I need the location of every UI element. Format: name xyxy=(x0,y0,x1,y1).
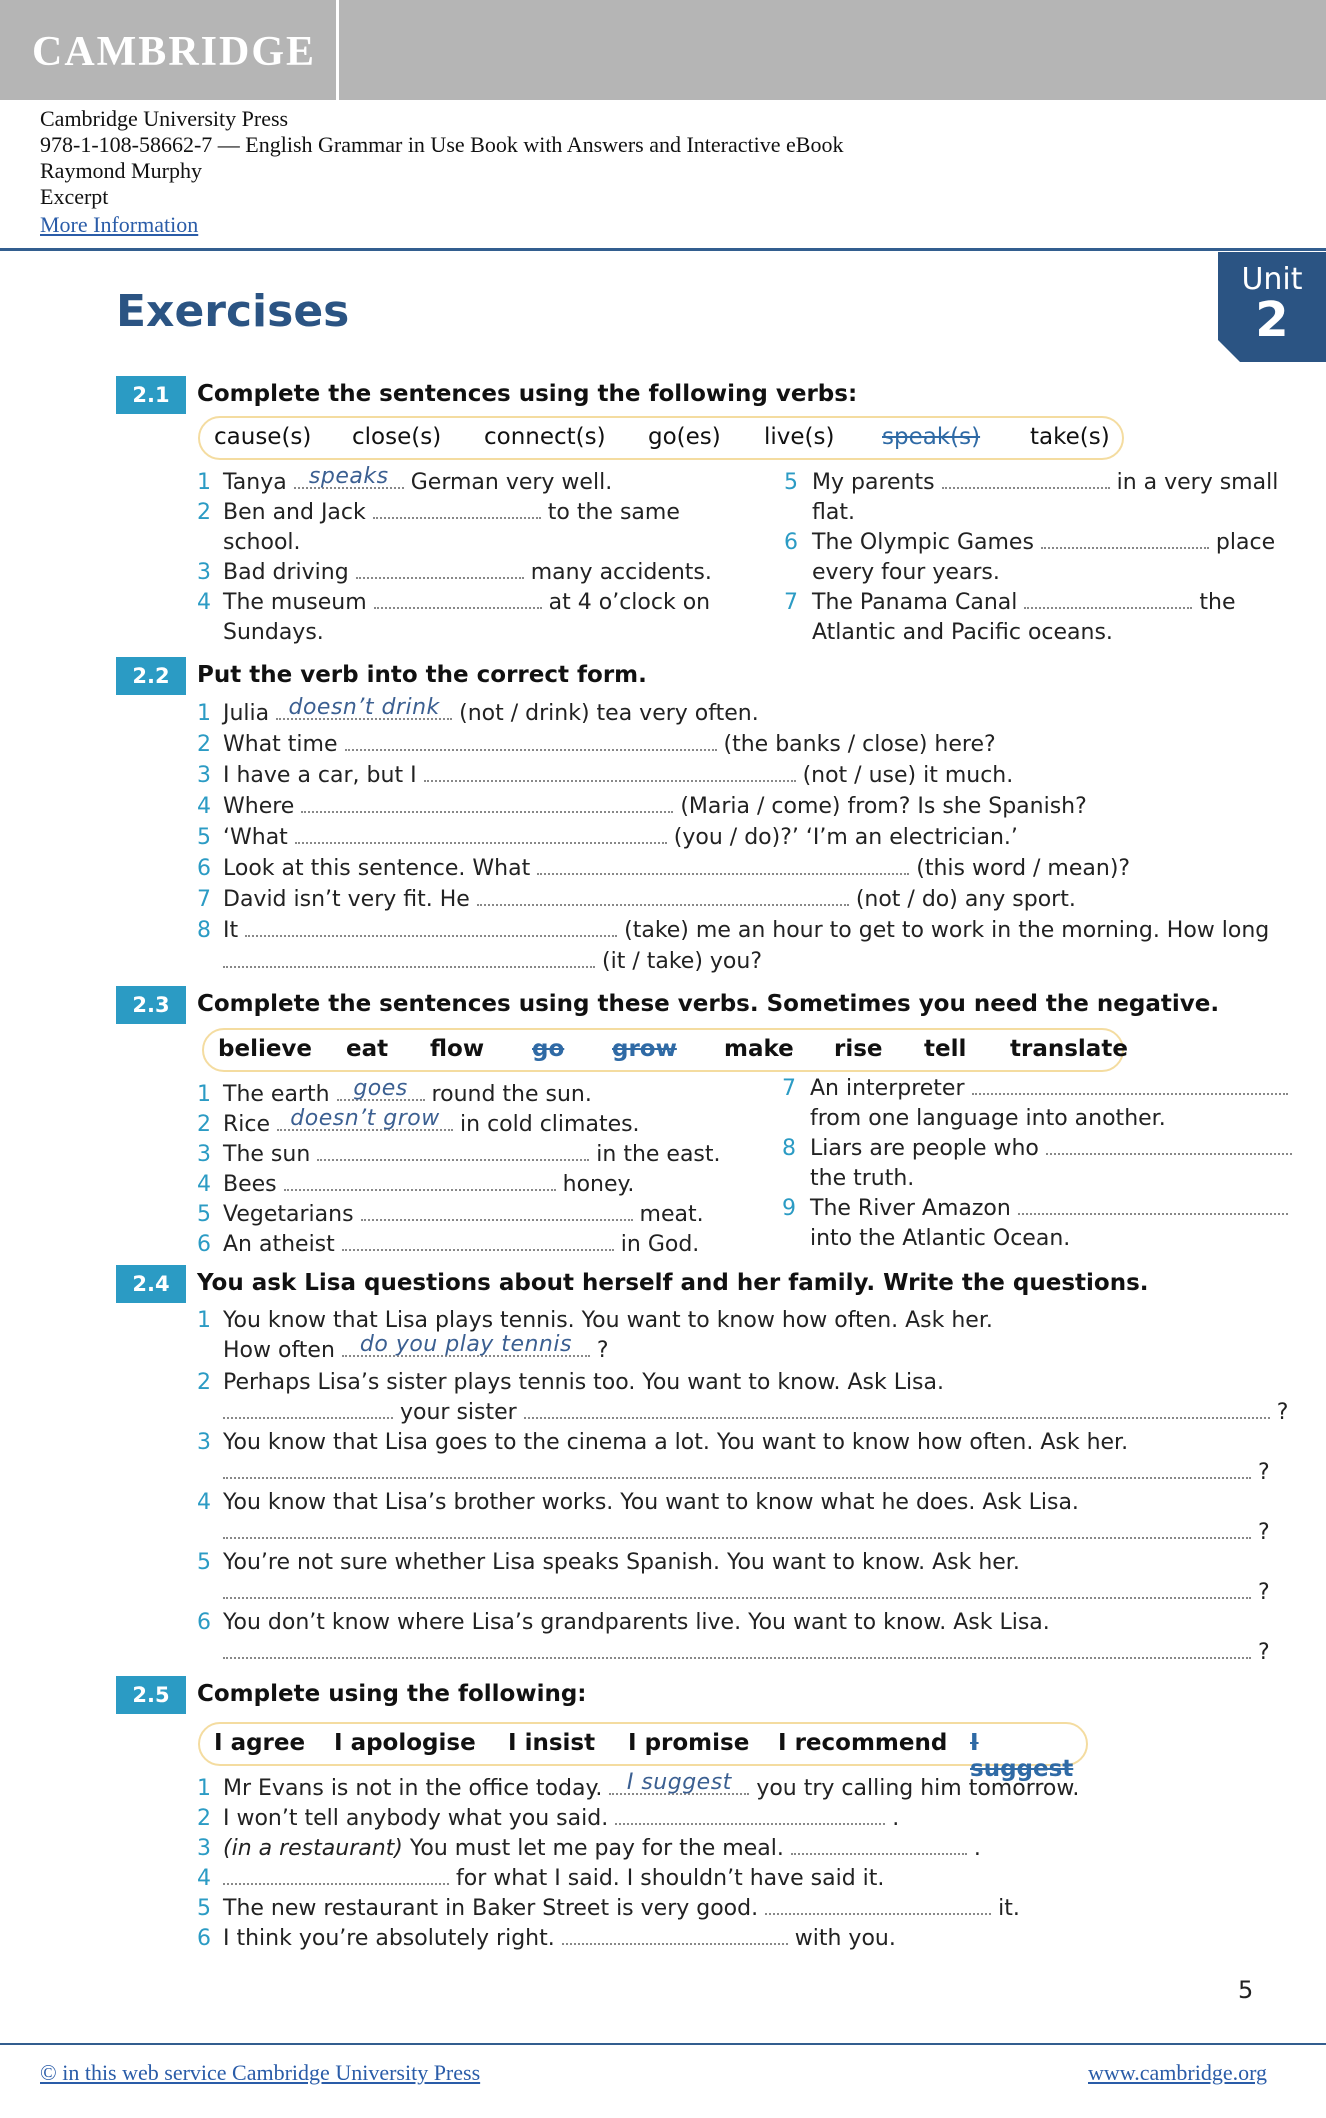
exercise-line: Atlantic and Pacific oceans. xyxy=(812,620,1113,645)
answer-blank[interactable] xyxy=(562,1929,788,1945)
exercise-line xyxy=(223,887,1076,912)
exercise-line xyxy=(223,1896,1020,1921)
answer-blank[interactable] xyxy=(295,828,667,844)
exercise-instruction-2-2: Put the verb into the correct form. xyxy=(197,662,647,688)
answer-blank[interactable] xyxy=(223,952,595,968)
line-text: ? xyxy=(1258,1640,1270,1665)
phrase: I apologise xyxy=(334,1730,476,1756)
line-text: The River Amazon xyxy=(810,1196,1011,1221)
exercise-line xyxy=(223,1172,634,1197)
answer-blank[interactable] xyxy=(245,921,617,937)
item-number: 5 xyxy=(197,825,211,850)
item-number: 1 xyxy=(197,1776,211,1801)
line-text: ? xyxy=(596,1338,609,1363)
exercise-number-2-3: 2.3 xyxy=(116,986,186,1024)
line-text: Tanya xyxy=(223,470,287,495)
line-text: Ben and Jack xyxy=(223,500,366,525)
item-number: 2 xyxy=(197,500,211,525)
word: rise xyxy=(834,1036,883,1062)
answer-blank[interactable] xyxy=(1046,1139,1292,1155)
word-used: go xyxy=(532,1036,565,1062)
exercise-line: You know that Lisa plays tennis. You want to know how often. Ask her. xyxy=(223,1308,993,1333)
word-box-2-3 xyxy=(202,1028,1128,1072)
line-text: ? xyxy=(1258,1460,1270,1485)
line-text: your sister xyxy=(400,1400,517,1425)
item-number: 3 xyxy=(197,1836,211,1861)
answer-blank[interactable] xyxy=(223,1523,1251,1539)
exercise-line xyxy=(223,732,996,757)
item-number: 9 xyxy=(782,1196,796,1221)
answer-blank[interactable] xyxy=(1018,1199,1288,1215)
exercise-line: into the Atlantic Ocean. xyxy=(810,1226,1071,1251)
line-text: it. xyxy=(998,1896,1020,1921)
phrase: I insist xyxy=(508,1730,596,1756)
exercise-instruction-2-5: Complete using the following: xyxy=(197,1681,587,1707)
item-number: 4 xyxy=(197,1866,211,1891)
answer-blank[interactable] xyxy=(1024,593,1192,609)
item-number: 4 xyxy=(197,590,211,615)
line-text: The Olympic Games xyxy=(812,530,1034,555)
answer-blank[interactable] xyxy=(609,1770,749,1795)
item-number: 1 xyxy=(197,1308,211,1333)
page-number: 5 xyxy=(1238,1976,1254,2004)
word: translate xyxy=(1010,1036,1128,1062)
exercise-line xyxy=(810,1136,1292,1161)
line-text: meat. xyxy=(639,1202,704,1227)
line-text: in a very small xyxy=(1116,470,1279,495)
answer-blank[interactable] xyxy=(223,1403,393,1419)
exercise-line: from one language into another. xyxy=(810,1106,1166,1131)
answer-blank[interactable] xyxy=(373,503,541,519)
item-number: 6 xyxy=(197,1232,211,1257)
exercise-instruction-2-1: Complete the sentences using the following verbs: xyxy=(197,381,858,407)
more-information-link[interactable]: More Information xyxy=(40,212,199,237)
item-number: 2 xyxy=(197,1370,211,1395)
unit-label: Unit xyxy=(1241,262,1303,297)
copyright-link[interactable]: © in this web service Cambridge University Press xyxy=(40,2060,481,2085)
answer-blank[interactable] xyxy=(223,1463,1251,1479)
exercise-line: Sundays. xyxy=(223,620,324,645)
answer-blank[interactable] xyxy=(276,695,452,720)
answer-blank[interactable] xyxy=(791,1839,967,1855)
exercise-line xyxy=(810,1076,1288,1101)
line-text: (not / drink) tea very often. xyxy=(459,701,759,726)
item-number: 5 xyxy=(197,1202,211,1227)
line-text: What time xyxy=(223,732,338,757)
item-number: 3 xyxy=(197,1142,211,1167)
answer-blank[interactable] xyxy=(361,1205,633,1221)
exercise-line xyxy=(223,464,613,495)
item-number: 6 xyxy=(197,856,211,881)
exercise-line xyxy=(223,1770,1080,1801)
item-number: 6 xyxy=(197,1926,211,1951)
answer-blank[interactable] xyxy=(223,1583,1251,1599)
exercise-line xyxy=(810,1196,1288,1221)
item-number: 8 xyxy=(782,1136,796,1161)
line-text: I won’t tell anybody what you said. xyxy=(223,1806,609,1831)
line-text: for what I said. I shouldn’t have said it. xyxy=(456,1866,885,1891)
answer-blank[interactable] xyxy=(284,1175,556,1191)
exercise-line xyxy=(223,918,1269,943)
line-text: ? xyxy=(1258,1580,1270,1605)
word-used: grow xyxy=(612,1036,677,1062)
word: close(s) xyxy=(352,424,442,450)
answer-blank[interactable] xyxy=(374,593,542,609)
answer-blank[interactable] xyxy=(342,1332,590,1357)
item-number: 4 xyxy=(197,1490,211,1515)
line-text: Julia xyxy=(223,701,270,726)
answer-blank[interactable] xyxy=(524,1403,1270,1419)
item-number: 2 xyxy=(197,1112,211,1137)
exercise-line xyxy=(223,560,712,585)
phrase: I recommend xyxy=(778,1730,948,1756)
answer-blank[interactable] xyxy=(317,1145,589,1161)
isbn-title-line: 978-1-108-58662-7 — English Grammar in Use Book with Answers and Interactive eBook xyxy=(40,132,844,157)
exercise-line xyxy=(223,1806,899,1831)
line-text: (you / do)?’ ‘I’m an electrician.’ xyxy=(673,825,1018,850)
exercise-line xyxy=(223,949,762,974)
unit-number: 2 xyxy=(1255,292,1289,348)
item-number: 7 xyxy=(197,887,211,912)
exercise-instruction-2-4: You ask Lisa questions about herself and her family. Write the questions. xyxy=(197,1270,1149,1296)
exercise-line xyxy=(812,590,1236,615)
answer-blank[interactable] xyxy=(345,735,717,751)
item-number: 7 xyxy=(782,1076,796,1101)
line-text: ‘What xyxy=(223,825,288,850)
exercise-line xyxy=(812,530,1275,555)
exercise-line xyxy=(223,500,680,525)
exercise-line xyxy=(223,1640,1270,1665)
item-number: 5 xyxy=(197,1896,211,1921)
line-text: (not / use) it much. xyxy=(802,763,1014,788)
line-text: Look at this sentence. What xyxy=(223,856,531,881)
line-text: . xyxy=(892,1806,900,1831)
line-text: The Panama Canal xyxy=(812,590,1018,615)
answer-blank[interactable] xyxy=(223,1869,449,1885)
answer-blank[interactable] xyxy=(277,1106,453,1131)
line-text: Where xyxy=(223,794,295,819)
handwritten-answer: I suggest xyxy=(626,1770,732,1795)
item-number: 2 xyxy=(197,1806,211,1831)
exercise-number-2-2: 2.2 xyxy=(116,657,186,695)
exercise-line xyxy=(223,1400,1288,1425)
item-number: 1 xyxy=(197,470,211,495)
answer-blank[interactable] xyxy=(356,563,524,579)
answer-blank[interactable] xyxy=(301,797,673,813)
author-line: Raymond Murphy xyxy=(40,158,202,183)
line-text: ? xyxy=(1258,1520,1270,1545)
word: make xyxy=(724,1036,794,1062)
page-title: Exercises xyxy=(116,286,350,337)
answer-blank[interactable] xyxy=(294,464,404,489)
line-text-italic: (in a restaurant) xyxy=(223,1836,403,1861)
line-text: (it / take) you? xyxy=(602,949,762,974)
exercise-line xyxy=(812,470,1278,495)
line-text: you try calling him tomorrow. xyxy=(756,1776,1080,1801)
exercise-line: You know that Lisa’s brother works. You want to know what he does. Ask Lisa. xyxy=(223,1490,1079,1515)
line-text: It xyxy=(223,918,239,943)
line-text: I have a car, but I xyxy=(223,763,417,788)
line-text: honey. xyxy=(562,1172,635,1197)
answer-blank[interactable] xyxy=(537,859,909,875)
line-text: Liars are people who xyxy=(810,1136,1039,1161)
exercise-line: You know that Lisa goes to the cinema a lot. You want to know how often. Ask her. xyxy=(223,1430,1129,1455)
exercise-line xyxy=(223,1460,1270,1485)
line-text: How often xyxy=(223,1338,335,1363)
line-text: at 4 o’clock on xyxy=(548,590,711,615)
exercise-line xyxy=(223,590,710,615)
line-text: My parents xyxy=(812,470,935,495)
line-text: in cold climates. xyxy=(460,1112,640,1137)
line-text: ? xyxy=(1276,1400,1289,1425)
handwritten-answer: doesn’t grow xyxy=(290,1106,440,1131)
item-number: 6 xyxy=(197,1610,211,1635)
exercise-number-2-1: 2.1 xyxy=(116,376,186,414)
item-number: 4 xyxy=(197,1172,211,1197)
answer-blank[interactable] xyxy=(942,473,1110,489)
item-number: 1 xyxy=(197,701,211,726)
exercise-line xyxy=(223,1332,609,1363)
exercise-line xyxy=(223,1520,1270,1545)
line-text: Rice xyxy=(223,1112,271,1137)
line-text: (not / do) any sport. xyxy=(855,887,1076,912)
handwritten-answer: goes xyxy=(353,1076,408,1101)
word-box-2-1 xyxy=(198,416,1124,460)
cambridge-logo: CAMBRIDGE xyxy=(32,29,317,75)
item-number: 3 xyxy=(197,560,211,585)
item-number: 8 xyxy=(197,918,211,943)
line-text: (take) me an hour to get to work in the morning. How long xyxy=(624,918,1270,943)
word-box-2-5 xyxy=(198,1722,1088,1782)
line-text: place xyxy=(1215,530,1276,555)
line-text: (Maria / come) from? Is she Spanish? xyxy=(680,794,1087,819)
answer-blank[interactable] xyxy=(337,1076,425,1101)
line-text: An atheist xyxy=(223,1232,335,1257)
line-text: round the sun. xyxy=(431,1082,592,1107)
exercise-line xyxy=(223,1142,721,1167)
word-used: speak(s) xyxy=(882,424,981,450)
line-text: in God. xyxy=(620,1232,700,1257)
phrase: I promise xyxy=(628,1730,750,1756)
exercise-line xyxy=(223,1106,640,1137)
word: believe xyxy=(218,1036,313,1062)
answer-blank[interactable] xyxy=(477,890,849,906)
word: tell xyxy=(924,1036,967,1062)
word: take(s) xyxy=(1030,424,1110,450)
line-text: Mr Evans is not in the office today. xyxy=(223,1776,603,1801)
exercise-line: every four years. xyxy=(812,560,1000,585)
exercise-line xyxy=(223,1202,704,1227)
exercise-line xyxy=(223,763,1013,788)
item-number: 5 xyxy=(784,470,798,495)
exercise-line: flat. xyxy=(812,500,855,525)
answer-blank[interactable] xyxy=(342,1235,614,1251)
exercise-line: Perhaps Lisa’s sister plays tennis too. You want to know. Ask Lisa. xyxy=(223,1370,944,1395)
answer-blank[interactable] xyxy=(424,766,796,782)
item-number: 3 xyxy=(197,1430,211,1455)
word: live(s) xyxy=(764,424,835,450)
item-number: 3 xyxy=(197,763,211,788)
handwritten-answer: do you play tennis xyxy=(359,1332,572,1357)
exercise-line xyxy=(223,856,1130,881)
phrase-used: I suggest xyxy=(970,1730,1074,1782)
answer-blank[interactable] xyxy=(615,1809,885,1825)
exercise-line xyxy=(223,695,759,726)
exercise-line xyxy=(223,825,1018,850)
line-text: The new restaurant in Baker Street is very good. xyxy=(223,1896,759,1921)
footer-divider xyxy=(0,2043,1326,2045)
word: flow xyxy=(430,1036,485,1062)
line-text: You must let me pay for the meal. xyxy=(409,1836,784,1861)
line-text: (the banks / close) here? xyxy=(723,732,996,757)
word: eat xyxy=(346,1036,389,1062)
item-number: 6 xyxy=(784,530,798,555)
answer-blank[interactable] xyxy=(972,1079,1288,1095)
exercise-line xyxy=(223,1866,884,1891)
answer-blank[interactable] xyxy=(765,1899,991,1915)
line-text: Vegetarians xyxy=(223,1202,354,1227)
exercise-line xyxy=(223,1076,592,1107)
line-text: The earth xyxy=(223,1082,330,1107)
exercise-line: You don’t know where Lisa’s grandparents live. You want to know. Ask Lisa. xyxy=(223,1610,1050,1635)
exercise-line xyxy=(223,1580,1270,1605)
line-text: to the same xyxy=(547,500,680,525)
line-text: Bad driving xyxy=(223,560,349,585)
item-number: 2 xyxy=(197,732,211,757)
item-number: 7 xyxy=(784,590,798,615)
exercise-number-2-5: 2.5 xyxy=(116,1676,186,1714)
line-text: in the east. xyxy=(596,1142,721,1167)
line-text: with you. xyxy=(794,1926,896,1951)
exercise-number-2-4: 2.4 xyxy=(116,1265,186,1303)
line-text: many accidents. xyxy=(530,560,712,585)
line-text: The sun xyxy=(223,1142,311,1167)
line-text: (this word / mean)? xyxy=(916,856,1131,881)
exercise-line: You’re not sure whether Lisa speaks Spanish. You want to know. Ask her. xyxy=(223,1550,1020,1575)
line-text: I think you’re absolutely right. xyxy=(223,1926,555,1951)
exercise-line xyxy=(223,1232,699,1257)
line-text: The museum xyxy=(223,590,367,615)
word: cause(s) xyxy=(214,424,312,450)
exercise-line xyxy=(223,794,1087,819)
header-divider xyxy=(0,248,1326,251)
line-text: Bees xyxy=(223,1172,277,1197)
exercise-line: the truth. xyxy=(810,1166,915,1191)
word: go(es) xyxy=(648,424,721,450)
answer-blank[interactable] xyxy=(223,1643,1251,1659)
line-text: An interpreter xyxy=(810,1076,965,1101)
exercise-line xyxy=(223,1926,896,1951)
line-text: the xyxy=(1199,590,1236,615)
line-text: German very well. xyxy=(410,470,613,495)
exercise-instruction-2-3: Complete the sentences using these verbs. Sometimes you need the negative. xyxy=(197,991,1220,1017)
publisher-line: Cambridge University Press xyxy=(40,106,289,131)
phrase: I agree xyxy=(214,1730,306,1756)
cambridge-website-link[interactable]: www.cambridge.org xyxy=(1088,2060,1268,2085)
answer-blank[interactable] xyxy=(1041,533,1209,549)
item-number: 4 xyxy=(197,794,211,819)
exercise-line: school. xyxy=(223,530,301,555)
handwritten-answer: doesn’t drink xyxy=(288,695,440,720)
item-number: 5 xyxy=(197,1550,211,1575)
handwritten-answer: speaks xyxy=(308,464,389,489)
item-number: 1 xyxy=(197,1082,211,1107)
line-text: . xyxy=(973,1836,981,1861)
excerpt-line: Excerpt xyxy=(40,184,109,209)
exercise-line xyxy=(223,1836,981,1861)
word: connect(s) xyxy=(484,424,606,450)
line-text: David isn’t very fit. He xyxy=(223,887,470,912)
